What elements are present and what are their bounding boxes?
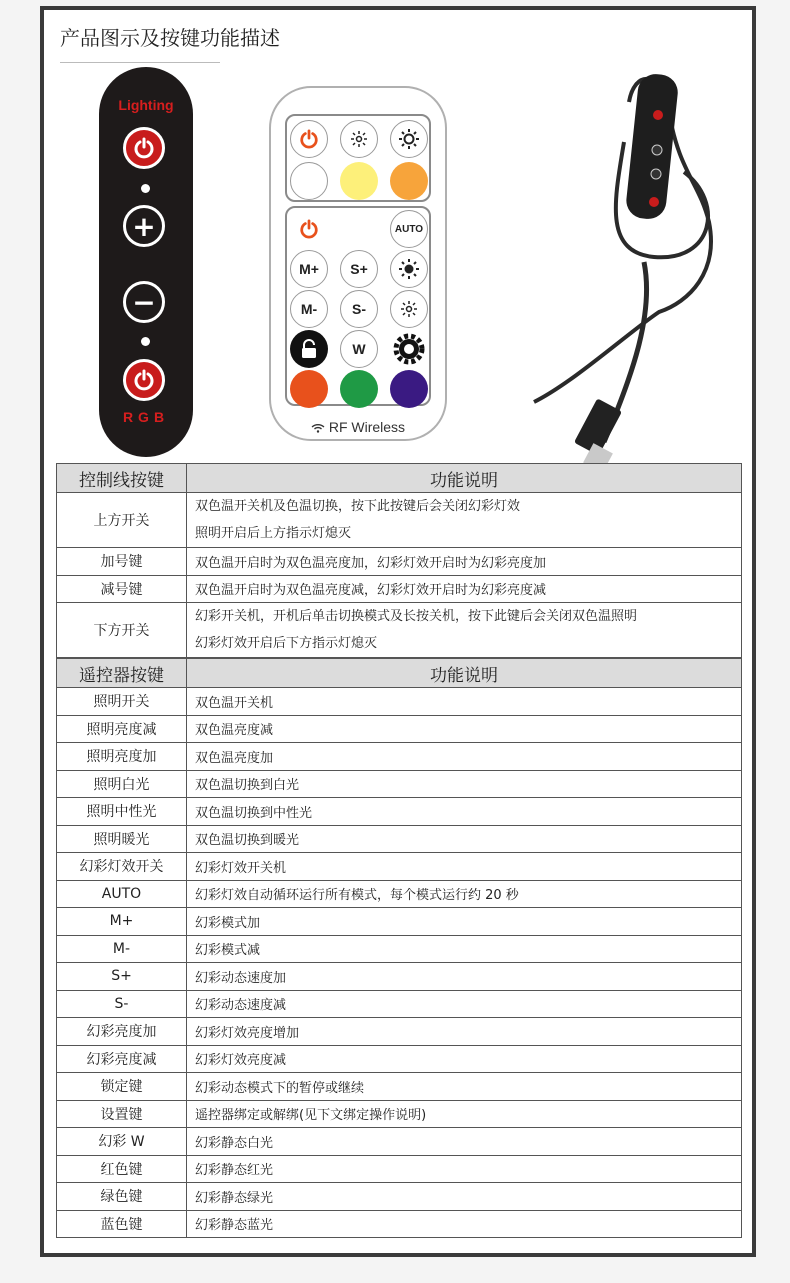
power-icon — [133, 137, 155, 159]
table-desc: 幻彩静态白光 — [187, 1128, 742, 1156]
table-desc: 遥控器绑定或解绑(见下文绑定操作说明) — [187, 1100, 742, 1128]
table-key: AUTO — [57, 880, 187, 908]
light-white-button[interactable] — [290, 162, 328, 200]
table-desc: 幻彩静态蓝光 — [187, 1210, 742, 1238]
table-desc: 幻彩模式加 — [187, 908, 742, 936]
speed-minus-button[interactable]: S- — [340, 290, 378, 328]
table-key: M- — [57, 935, 187, 963]
table-desc: 幻彩动态模式下的暂停或继续 — [187, 1073, 742, 1101]
table-row — [57, 990, 742, 1018]
table-key: 照明白光 — [57, 770, 187, 798]
lock-icon — [300, 339, 318, 359]
wireless-icon — [311, 423, 325, 433]
table-row — [57, 1210, 742, 1238]
table-key: 照明亮度减 — [57, 715, 187, 743]
table-desc: 幻彩灯效亮度增加 — [187, 1018, 742, 1046]
table-desc: 幻彩灯效自动循环运行所有模式，每个模式运行约 20 秒 — [187, 880, 742, 908]
table-row — [57, 770, 742, 798]
minus-button[interactable]: − — [123, 281, 165, 323]
table-key: 下方开关 — [57, 603, 187, 658]
lighting-key-block — [285, 114, 431, 202]
green-button[interactable] — [340, 370, 378, 408]
speed-plus-button[interactable]: S+ — [340, 250, 378, 288]
table-key: 照明暖光 — [57, 825, 187, 853]
top-indicator-dot — [141, 184, 150, 193]
effect-power-button[interactable] — [290, 210, 328, 248]
table-key: 设置键 — [57, 1100, 187, 1128]
title-divider — [60, 62, 220, 63]
light-neutral-button[interactable] — [340, 162, 378, 200]
table-row — [57, 880, 742, 908]
effect-brightness-up-button[interactable] — [390, 250, 428, 288]
table-row — [57, 715, 742, 743]
table-row — [57, 798, 742, 826]
bright-sun-icon — [398, 258, 420, 280]
table2-key-header: 遥控器按键 — [57, 659, 187, 688]
table-key: 幻彩亮度减 — [57, 1045, 187, 1073]
table-desc: 双色温亮度加 — [187, 743, 742, 771]
table-key: 绿色键 — [57, 1183, 187, 1211]
table-desc: 幻彩灯效开关机 — [187, 853, 742, 881]
bottom-power-button[interactable] — [123, 359, 165, 401]
table-row — [57, 963, 742, 991]
table-key: 照明亮度加 — [57, 743, 187, 771]
table-key: 上方开关 — [57, 493, 187, 548]
table-desc: 双色温开启时为双色温亮度减，幻彩灯效开启时为幻彩亮度减 — [187, 575, 742, 603]
effect-key-block — [285, 206, 431, 406]
table-key: 幻彩灯效开关 — [57, 853, 187, 881]
table-row — [57, 1073, 742, 1101]
bottom-indicator-dot — [141, 337, 150, 346]
table-desc: 幻彩模式减 — [187, 935, 742, 963]
light-brightness-down-button[interactable] — [340, 120, 378, 158]
table-desc: 双色温开启时为双色温亮度加，幻彩灯效开启时为幻彩亮度加 — [187, 548, 742, 576]
blue-button[interactable] — [390, 370, 428, 408]
bright-sun-icon — [398, 128, 420, 150]
table-key: 照明开关 — [57, 688, 187, 716]
table-desc: 幻彩动态速度减 — [187, 990, 742, 1018]
table-row — [57, 908, 742, 936]
table-desc: 幻彩动态速度加 — [187, 963, 742, 991]
table-row — [57, 1183, 742, 1211]
table-row — [57, 935, 742, 963]
table-desc: 双色温亮度减 — [187, 715, 742, 743]
table-desc: 双色温切换到白光 — [187, 770, 742, 798]
white-effect-button[interactable]: W — [340, 330, 378, 368]
power-icon — [133, 369, 155, 391]
power-icon — [299, 219, 319, 239]
power-icon — [299, 129, 319, 149]
table-desc: 双色温切换到暖光 — [187, 825, 742, 853]
table-desc: 双色温开关机 — [187, 688, 742, 716]
rf-remote — [269, 86, 447, 441]
gear-icon — [392, 332, 426, 366]
table-row — [57, 1018, 742, 1046]
red-button[interactable] — [290, 370, 328, 408]
table-key: S- — [57, 990, 187, 1018]
table-key: 加号键 — [57, 548, 187, 576]
effect-brightness-down-button[interactable] — [390, 290, 428, 328]
table-row — [57, 825, 742, 853]
table-desc: 双色温开关机及色温切换，按下此按键后会关闭幻彩灯效 照明开启后上方指示灯熄灭 — [187, 493, 742, 548]
table-row — [57, 743, 742, 771]
table-desc: 幻彩静态红光 — [187, 1155, 742, 1183]
dim-sun-icon — [349, 129, 369, 149]
table1-desc-header: 功能说明 — [187, 464, 742, 493]
light-brightness-up-button[interactable] — [390, 120, 428, 158]
table-desc: 幻彩开关机，开机后单击切换模式及长按关机，按下此键后会关闭双色温照明 幻彩灯效开启后下方指示灯熄灭 — [187, 603, 742, 658]
remote-light-power-button[interactable] — [290, 120, 328, 158]
table-key: 照明中性光 — [57, 798, 187, 826]
table-key: 减号键 — [57, 575, 187, 603]
page-title: 产品图示及按键功能描述 — [60, 26, 280, 50]
table-key: 红色键 — [57, 1155, 187, 1183]
table-key: S+ — [57, 963, 187, 991]
table-key: M+ — [57, 908, 187, 936]
rgb-label: RGB — [122, 409, 170, 425]
table-row — [57, 1100, 742, 1128]
table-desc: 幻彩灯效亮度减 — [187, 1045, 742, 1073]
table-desc: 双色温切换到中性光 — [187, 798, 742, 826]
product-frame — [40, 6, 756, 1257]
table-desc: 幻彩静态绿光 — [187, 1183, 742, 1211]
lock-button[interactable] — [290, 330, 328, 368]
table-row — [57, 1045, 742, 1073]
table-key: 幻彩亮度加 — [57, 1018, 187, 1046]
rf-wireless-label: RF Wireless — [271, 419, 445, 435]
auto-button[interactable]: AUTO — [390, 210, 428, 248]
light-warm-button[interactable] — [390, 162, 428, 200]
table-row — [57, 688, 742, 716]
table-key: 蓝色键 — [57, 1210, 187, 1238]
dim-sun-icon — [399, 299, 419, 319]
top-power-button[interactable] — [123, 127, 165, 169]
table-row — [57, 1128, 742, 1156]
table-row — [57, 1155, 742, 1183]
mode-plus-button[interactable]: M+ — [290, 250, 328, 288]
lighting-label: Lighting — [118, 97, 174, 113]
usb-cable-image — [484, 62, 744, 472]
table1-key-header: 控制线按键 — [57, 464, 187, 493]
control-cable-table — [56, 463, 742, 658]
plus-button[interactable]: + — [123, 205, 165, 247]
inline-controller — [99, 67, 193, 457]
mode-minus-button[interactable]: M- — [290, 290, 328, 328]
settings-button[interactable] — [390, 330, 428, 368]
table-key: 幻彩 W — [57, 1128, 187, 1156]
table-key: 锁定键 — [57, 1073, 187, 1101]
table2-desc-header: 功能说明 — [187, 659, 742, 688]
remote-key-table — [56, 658, 742, 1238]
table-row — [57, 853, 742, 881]
